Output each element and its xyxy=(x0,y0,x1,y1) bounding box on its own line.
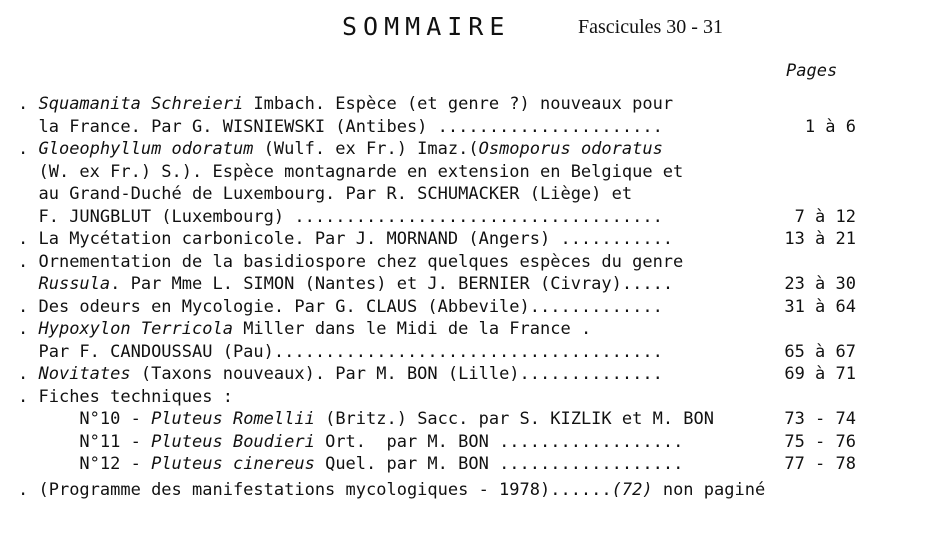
toc-text: La Mycétation carbonicole. Par J. MORNAND (Angers) ........... xyxy=(38,229,674,249)
toc-text: au Grand-Duché de Luxembourg. Par R. SCHUMACKER (Liège) et xyxy=(38,184,633,204)
taxon-name: Pluteus Romellii xyxy=(151,409,315,429)
taxon-name: Pluteus Boudieri xyxy=(151,431,315,452)
toc-bullet: . xyxy=(18,251,39,272)
page-range: 7 à 12 xyxy=(794,206,856,227)
toc-text: Des odeurs en Mycologie. Par G. CLAUS (Abbevile)............. xyxy=(38,296,663,317)
toc-line xyxy=(18,387,233,409)
toc-line xyxy=(18,252,683,274)
toc-bullet: . xyxy=(18,139,39,159)
toc-bullet: . xyxy=(18,296,39,317)
toc-bullet xyxy=(18,117,38,137)
toc-line xyxy=(18,342,663,364)
toc-bullet xyxy=(18,207,38,227)
toc-line xyxy=(18,94,673,116)
toc-line xyxy=(18,454,683,476)
toc-bullet: . xyxy=(18,386,39,407)
toc-line xyxy=(18,139,663,161)
toc-line xyxy=(18,297,663,319)
toc-text: non paginé xyxy=(652,479,766,500)
fiche-number: N°10 - xyxy=(79,409,152,429)
taxon-name: Hypoxylon Terricola xyxy=(38,319,233,339)
taxon-name: Pluteus cinereus xyxy=(151,454,315,474)
taxon-name: Russula xyxy=(38,274,111,294)
fiche-number: N°12 - xyxy=(79,454,152,474)
toc-bullet xyxy=(18,432,79,452)
toc-text: Quel. par M. BON .................. xyxy=(314,454,684,474)
toc-text: Ort. par M. BON .................. xyxy=(314,431,684,452)
page-range: 23 à 30 xyxy=(784,274,856,294)
toc-line xyxy=(18,409,714,431)
page-range: 69 à 71 xyxy=(784,364,856,384)
taxon-name: Novitates xyxy=(38,364,131,384)
toc-line-programme xyxy=(18,480,765,502)
toc-line xyxy=(18,184,632,206)
toc-text: la France. Par G. WISNIEWSKI (Antibes) ...................... xyxy=(38,116,663,137)
page-range: 31 à 64 xyxy=(784,296,856,317)
toc-text: (W. ex Fr.) S.). Espèce montagnarde en extension en Belgique et xyxy=(38,161,684,182)
taxon-name: Osmoporus odoratus xyxy=(478,139,663,159)
toc-bullet: . xyxy=(18,364,39,384)
page-range: 77 - 78 xyxy=(784,454,856,474)
toc-bullet xyxy=(18,454,79,474)
toc-text: Miller dans le Midi de la France . xyxy=(232,319,592,339)
toc-line xyxy=(18,229,673,251)
toc-line xyxy=(18,162,683,184)
toc-line xyxy=(18,432,683,454)
toc-bullet: . xyxy=(18,479,39,500)
toc-text: Imbach. Espèce (et genre ?) nouveaux pour xyxy=(243,94,674,114)
page-range: 75 - 76 xyxy=(784,431,856,452)
toc-bullet xyxy=(18,274,38,294)
toc-text: (Taxons nouveaux). Par M. BON (Lille).............. xyxy=(130,364,663,384)
fiche-number: N°11 - xyxy=(79,431,152,452)
toc-bullet xyxy=(18,342,38,362)
taxon-name: Gloeophyllum odoratum xyxy=(38,139,254,159)
toc-line xyxy=(18,319,591,341)
page-count: (72) xyxy=(611,479,653,500)
toc-bullet: . xyxy=(18,319,39,339)
toc-bullet: . xyxy=(18,229,39,249)
page-range: 65 à 67 xyxy=(784,341,856,362)
toc-line xyxy=(18,274,673,296)
page-range: 1 à 6 xyxy=(804,116,856,137)
toc-text: Par F. CANDOUSSAU (Pau)...................................... xyxy=(38,341,663,362)
toc-bullet: . xyxy=(18,94,39,114)
fascicules-label: Fascicules 30 - 31 xyxy=(578,16,723,38)
toc-line xyxy=(18,207,663,229)
toc-line xyxy=(18,117,663,139)
taxon-name: Squamanita Schreieri xyxy=(38,94,244,114)
toc-bullet xyxy=(18,162,38,182)
toc-text: (Britz.) Sacc. par S. KIZLIK et M. BON xyxy=(314,409,715,429)
toc-line xyxy=(18,364,663,386)
toc-text: Ornementation de la basidiospore chez quelques espèces du genre xyxy=(38,251,684,272)
page-title: SOMMAIRE xyxy=(342,12,511,41)
toc-text: Fiches techniques : xyxy=(38,386,233,407)
toc-text: (Programme des manifestations mycologiques - 1978)...... xyxy=(38,479,612,500)
toc-bullet xyxy=(18,184,38,204)
page-range: 13 à 21 xyxy=(784,229,856,249)
toc-text: . Par Mme L. SIMON (Nantes) et J. BERNIER (Civray)..... xyxy=(110,274,674,294)
toc-text: (Wulf. ex Fr.) Imaz.( xyxy=(253,139,479,159)
toc-text: F. JUNGBLUT (Luxembourg) .................................... xyxy=(38,206,663,227)
pages-column-header: Pages xyxy=(786,61,838,81)
toc-bullet xyxy=(18,409,79,429)
page-range: 73 - 74 xyxy=(784,409,856,429)
